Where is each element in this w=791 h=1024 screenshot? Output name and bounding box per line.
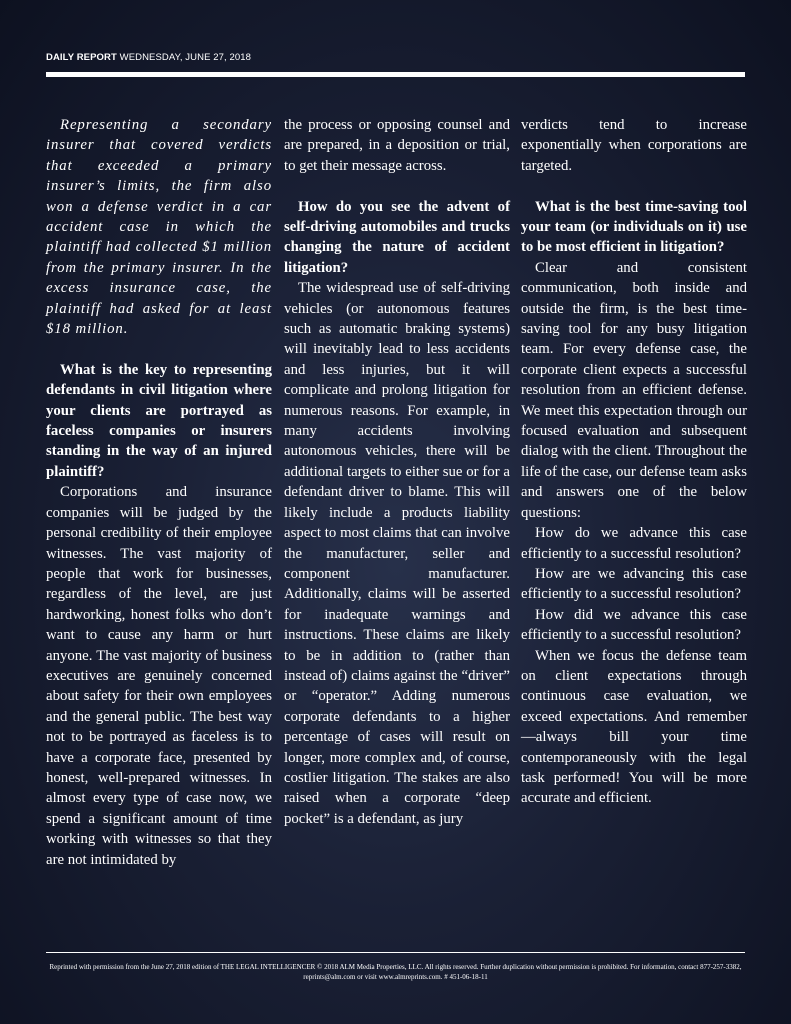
answer-3: Clear and consistent communication, both inside and outside the firm, is the best time-saving tool for any busy litigation team. For every defense case, the corporate client expects a successful resolution from an efficient defense. We meet this expectation through our focused evaluation and subsequent dialog with the client. Throughout the life of the case, our defense team asks and answers one of the below questions: xyxy=(521,259,747,521)
footer-rule xyxy=(46,952,745,953)
question-1: What is the key to representing defendants in civil litigation where your clients are portrayed as faceless companies or insurers standing in the way of an injured plaintiff? xyxy=(46,361,272,480)
answer-2: The widespread use of self-driving vehicles (or autonomous features such as automatic braking systems) will inevitably lead to less accidents and less injuries, but it will complicate and prolong litigation for numerous reasons. For example, in many accidents involving autonomous vehicles, there will be additional targets to either sue or for a defendant driver to blame. This will likely include a products liability aspect to most claims that can involve the manufacturer, seller and component manufacturer. Additionally, claims will be asserted for inadequate warnings and instructions. These claims are likely to be in addition to (rather than instead of) claims against the “driver” or “operator.” Adding numerous corporate defendants to a higher percentage of cases will result on longer, more complex and, of course, costlier litigation. The stakes are also raised when a corporate “deep pocket” is a defendant, as jury xyxy=(284,280,510,827)
masthead xyxy=(46,52,251,63)
column-2 xyxy=(284,115,510,829)
answer-1-continued: the process or opposing counsel and are prepared, in a deposition or trial, to get their message across. xyxy=(284,117,510,174)
reprint-notice: Reprinted with permission from the June 27, 2018 edition of THE LEGAL INTELLIGENCER © 2018 ALM Media Properties, LLC. All rights reserved. Further duplication without permission is prohibited. For information, contact 877-257-3382, reprints@alm.com or visit www.almreprints.com. # 451-06-18-11 xyxy=(49,963,742,981)
question-list-item: How are we advancing this case efficiently to a successful resolution? xyxy=(521,565,747,603)
answer-2-continued: verdicts tend to increase exponentially when corporations are targeted. xyxy=(521,117,747,174)
article-intro: Representing a secondary insurer that covered verdicts that exceeded a primary insurer’s limits, the firm also won a defense verdict in a car accident case in which the plaintiff had collected $1 million from the primary insurer. In the excess insurance case, the plaintiff had asked for at least $18 million. xyxy=(46,117,272,338)
column-3 xyxy=(521,115,747,809)
question-list-item: How do we advance this case efficiently to a successful resolution? xyxy=(521,525,747,562)
question-2: How do you see the advent of self-driving automobiles and trucks changing the nature of accident litigation? xyxy=(284,198,510,276)
answer-1: Corporations and insurance companies will be judged by the personal credibility of their employee witnesses. The vast majority of people that work for businesses, regardless of the level, are just hardworking, honest folks who don’t want to cause any harm or hurt anyone. The vast majority of business executives are genuinely concerned about safety for their own employees and the general public. The best way not to be portrayed as faceless is to have a corporate face, presented by honest, well-prepared witnesses. In almost every type of case now, we spend a significant amount of time working with witnesses so that they are not intimidated by xyxy=(46,484,272,868)
column-1 xyxy=(46,115,272,870)
spacer xyxy=(46,339,272,359)
spacer xyxy=(284,176,510,196)
header-rule xyxy=(46,72,745,77)
answer-3-conclusion: When we focus the defense team on client expectations through continuous case evaluation, we exceed expectations. And remember—always bill your time contemporaneously with the legal task performed! You will be more accurate and efficient. xyxy=(521,647,747,807)
question-3: What is the best time-saving tool your team (or individuals on it) use to be most efficient in litigation? xyxy=(521,198,747,256)
question-list-item: How did we advance this case efficiently to a successful resolution? xyxy=(521,606,747,644)
publication-name: DAILY REPORT xyxy=(46,52,117,63)
issue-date: WEDNESDAY, JUNE 27, 2018 xyxy=(116,52,252,63)
spacer xyxy=(521,176,747,196)
